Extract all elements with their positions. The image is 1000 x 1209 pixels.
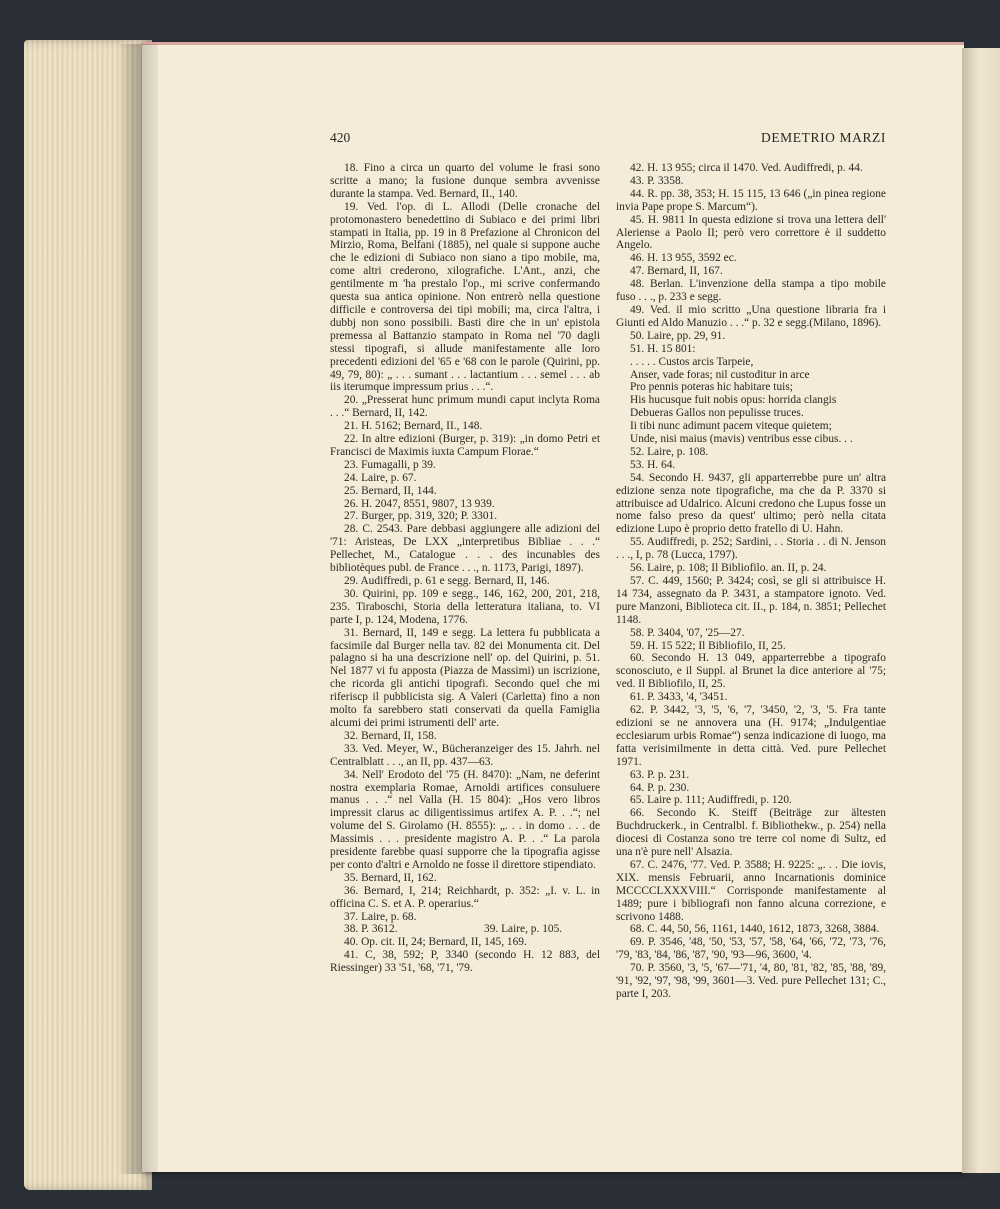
footnote: 62. P. 3442, '3, '5, '6, '7, '3450, '2, '3, '5. Fra tante edizioni se ne annovera una (H. 9174; „Indulgentiae ecclesiarum urbis Romae“) senza indicazione di luogo, ma fatta verisimilmente in detta città. Ved. pure Pellechet 1971.: [616, 704, 886, 768]
footnotes-left-column: [330, 162, 600, 975]
footnote: 31. Bernard, II, 149 e segg. La lettera fu pubblicata a facsimile dal Burger nella tav. 82 dei Monumenta cit. Del palagno si ha una descrizione nell' op. del Quirini, p. 51. Nel 1877 vi fu apposta (Piazza de Massimi) un iscrizione, che ricorda gli antichi tipografi. Secondo quel che mi riferiscp il pubblicista sig. A Valeri (Carletta) fino a non molto fa sarebbero stati conservati da quella Famiglia alcumi dei primi istrumenti dell' arte.: [330, 626, 600, 729]
footnote: 60. Secondo H. 13 049, apparterrebbe a tipografo sconosciuto, e il Suppl. al Brunet la dice anteriore al '75; ved. Il Bibliofilo, II, 25.: [616, 652, 886, 691]
footnote: 48. Berlan. L'invenzione della stampa a tipo mobile fuso . . ., p. 233 e segg.: [616, 278, 886, 304]
footnote: 29. Audiffredi, p. 61 e segg. Bernard, II, 146.: [344, 575, 550, 587]
verse-line: His hucusque fuit nobis opus: horrida clangis: [630, 394, 837, 407]
footnote: 25. Bernard, II, 144.: [344, 484, 437, 497]
footnote: 64. P. p. 230.: [630, 781, 690, 794]
footnote: 45. H. 9811 In questa edizione si trova una lettera dell' Aleriense a Paolo II; però vero correttore è il suddetto Angelo.: [616, 213, 886, 252]
footnote: 33. Ved. Meyer, W., Bücheranzeiger des 15. Jahrh. nel Centralblatt . . ., an II, pp. 437—63.: [330, 742, 600, 768]
footnote: 37. Laire, p. 68.: [344, 910, 417, 923]
footnote: 38. P. 3612.: [344, 923, 398, 936]
footnote: 41. C, 38, 592; P, 3340 (secondo H. 12 883, del Riessinger) 33 '51, '68, '71, '79.: [330, 949, 600, 975]
facing-page-edge: [962, 48, 1000, 1173]
verse-line: . . . . . Custos arcis Tarpeie,: [630, 355, 754, 368]
footnote: 65. Laire p. 111; Audiffredi, p. 120.: [630, 794, 792, 807]
footnote: 69. P. 3546, '48, '50, '53, '57, '58, '64, '66, '72, '73, '76, '79, '83, '84, '86, '87, '90, '93—96, 3600, '4.: [616, 936, 886, 962]
footnote: 50. Laire, pp. 29, 91.: [630, 329, 726, 342]
footnote: 63. P. p. 231.: [630, 768, 690, 781]
footnote: 34. Nell' Erodoto del '75 (H. 8470): „Nam, ne deferint nostra exemplaria Romae, Arnoldi artifices consuluere manus . . .“ nel Valla (H. 15 804): „Hos vero libros impressit clarus ac diligentissimus artifex A. P. . .“; nel volume del S. Girolamo (H. 8555): „. . . in domo . . . de Massimis . . . presidente magistro A. P. . .“ La parola presidente farebbe quasi supporre che la tipografia agisse per conto d'altri e Arnoldo ne fosse il direttore stipendiato.: [330, 768, 600, 871]
verse-line: Pro pennis poteras hic habitare tuis;: [630, 381, 793, 394]
footnote: 18. Fino a circa un quarto del volume le frasi sono scritte a mano; la fusione dunque sembra avvenisse durante la stampa. Ved. Bernard, II., 140.: [330, 162, 600, 200]
footnote: 55. Audiffredi, p. 252; Sardini, . . Storia . . di N. Jenson . . ., I, p. 78 (Lucca, 1797).: [616, 536, 886, 562]
footnote: 28. C. 2543. Pare debbasi aggiungere alle adizioni del '71: Aristeas, De LXX „interpretibus Bibliae . . .“ Pellechet, M., Catalogue . . . des incunables des bibliotèques publ. de France . . ., n. 1173, Parigi, 1897).: [330, 523, 600, 575]
footnote: 20. „Presserat hunc primum mundi caput inclyta Roma . . .“ Bernard, II, 142.: [330, 394, 600, 420]
footnote: 43. P. 3358.: [630, 174, 684, 187]
footnote: 21. H. 5162; Bernard, II., 148.: [344, 420, 483, 433]
footnote-pair: [330, 923, 600, 936]
footnote: 49. Ved. il mio scritto „Una questione libraria fra i Giunti ed Aldo Manuzio . . .“ p. 32 e segg.(Milano, 1896).: [616, 303, 886, 329]
footnote: 39. Laire, p. 105.: [484, 923, 563, 936]
footnote: 30. Quirini, pp. 109 e segg., 146, 162, 200, 201, 218, 235. Tiraboschi, Storia della letteratura italiana, to. VI parte I, p. 124, Modena, 1776.: [330, 587, 600, 626]
footnote: 51. H. 15 801:: [630, 342, 696, 355]
footnote: 26. H. 2047, 8551, 9807, 13 939.: [344, 497, 495, 510]
footnote: 70. P. 3560, '3, '5, '67—'71, '4, 80, '81, '82, '85, '88, '89, '91, '92, '97, '98, '99, 3601—3. Ved. pure Pellechet 131; C., parte I, 203.: [616, 962, 886, 1000]
footnotes-right-column: [616, 162, 886, 1001]
footnote: 24. Laire, p. 67.: [344, 471, 417, 484]
footnote: 58. P. 3404, '07, '25—27.: [630, 626, 745, 639]
footnote: 23. Fumagalli, p 39.: [344, 458, 436, 471]
footnote: 46. H. 13 955, 3592 ec.: [630, 252, 737, 265]
page-number: 420: [330, 130, 351, 145]
footnote: 61. P. 3433, '4, '3451.: [630, 691, 728, 704]
footnote: 42. H. 13 955; circa il 1470. Ved. Audiffredi, p. 44.: [630, 162, 863, 174]
verse-line: Anser, vade foras; nil custoditur in arce: [630, 368, 810, 381]
footnote: 66. Secondo K. Steiff (Beiträge zur ältesten Buchdruckerk., in Centralbl. f. Bibliothekw., p. 254) nella diocesi di Costanza sono tre terre col nome di Sultz, ed una n'è pure nell' Alsazia.: [616, 807, 886, 859]
footnote: 67. C. 2476, '77. Ved. P. 3588; H. 9225: „. . . Die iovis, XIX. mensis Februarii, anno Incarnationis dominice MCCCCLXXXVIII.“ Corrisponde manifestamente al 1489; pure i bibliografi non fanno alcuna correzione, e scrivono 1488.: [616, 858, 886, 923]
footnote: 57. C. 449, 1560; P. 3424; così, se gli si attribuisce H. 14 734, assegnato da P. 3431, a stampatore ignoto. Ved. pure Manzoni, Biblioteca cit. II., p. 184, n. 3851; Pellechet 1148.: [616, 575, 886, 626]
verse-line: Unde, nisi maius (mavis) ventribus esse cibus. . .: [630, 433, 853, 446]
footnote: 40. Op. cit. II, 24; Bernard, II, 145, 169.: [344, 936, 527, 949]
page-header: [330, 130, 886, 150]
footnote: 54. Secondo H. 9437, gli apparterrebbe pure un' altra edizione senza note tipografiche, ma che da P. 3370 si attribuisce ad Udalrico. Alcuni credono che Lupus fosse un nome falso preso da quest' ultimo; però nella citata edizione Lupo è proprio detto fratello di U. Hahn.: [616, 471, 886, 536]
running-head: DEMETRIO MARZI: [760, 130, 886, 145]
verse-line: Debueras Gallos non pepulisse truces.: [630, 407, 804, 420]
footnote: 36. Bernard, I, 214; Reichhardt, p. 352: „I. v. L. in officina C. S. et A. P. operarius.“: [330, 884, 600, 910]
footnote: 59. H. 15 522; Il Bibliofilo, II, 25.: [630, 639, 786, 652]
verse-line: Ii tibi nunc adimunt pacem viteque quietem;: [630, 420, 832, 433]
footnote: 44. R. pp. 38, 353; H. 15 115, 13 646 („in pinea regione invia Pape prope S. Marcum“).: [616, 187, 886, 213]
footnote: 27. Burger, pp. 319, 320; P. 3301.: [344, 510, 498, 523]
footnote: 19. Ved. l'op. di L. Allodi (Delle cronache del protomonastero benedettino di Subiaco e dei primi libri stampati in Italia, pp. 19 in 8 Prefazione al Chronicon del Mirzio, Roma, Belfani (1885), nel quale si suppone auche che le edizioni di Subiaco non siano a tipo mobile, ma, come altri crederono, xilografiche. L'Ant., anzi, che gentilmente m 'ha prestalo l'op., mi scrive confermando questa sua antica opinione. Non entrerò nella questione difficile e controversa dei tipi mobili; ma, circa l'altra, i dubbj non sono possibili. Basti dire che in un' epistola premessa al Battanzio stampato in Roma nel '70 dagli stessi tipografi, si allude manifestamente alle loro precedenti edizioni del '65 e '68 con le parole (Quirini, pp. 49, 79, 80): „ . . . sumant . . . lactantium . . . semel . . . ab iis iterumque impressum prius . . .“.: [330, 200, 600, 394]
footnote: 52. Laire, p. 108.: [630, 445, 709, 458]
footnote: 53. H. 64.: [630, 458, 676, 471]
footnote: 47. Bernard, II, 167.: [630, 265, 723, 278]
footnote: 68. C. 44, 50, 56, 1161, 1440, 1612, 1873, 3268, 3884.: [630, 923, 880, 936]
footnote: 35. Bernard, II, 162.: [344, 871, 437, 884]
book-gutter-shadow: [118, 44, 158, 1174]
footnote: 32. Bernard, II, 158.: [344, 729, 437, 742]
footnote: 56. Laire, p. 108; Il Bibliofilo. an. II, p. 24.: [630, 562, 827, 575]
footnote: 22. In altre edizioni (Burger, p. 319): „in domo Petri et Francisci de Maximis iuxta Campum Florae.“: [330, 433, 600, 458]
